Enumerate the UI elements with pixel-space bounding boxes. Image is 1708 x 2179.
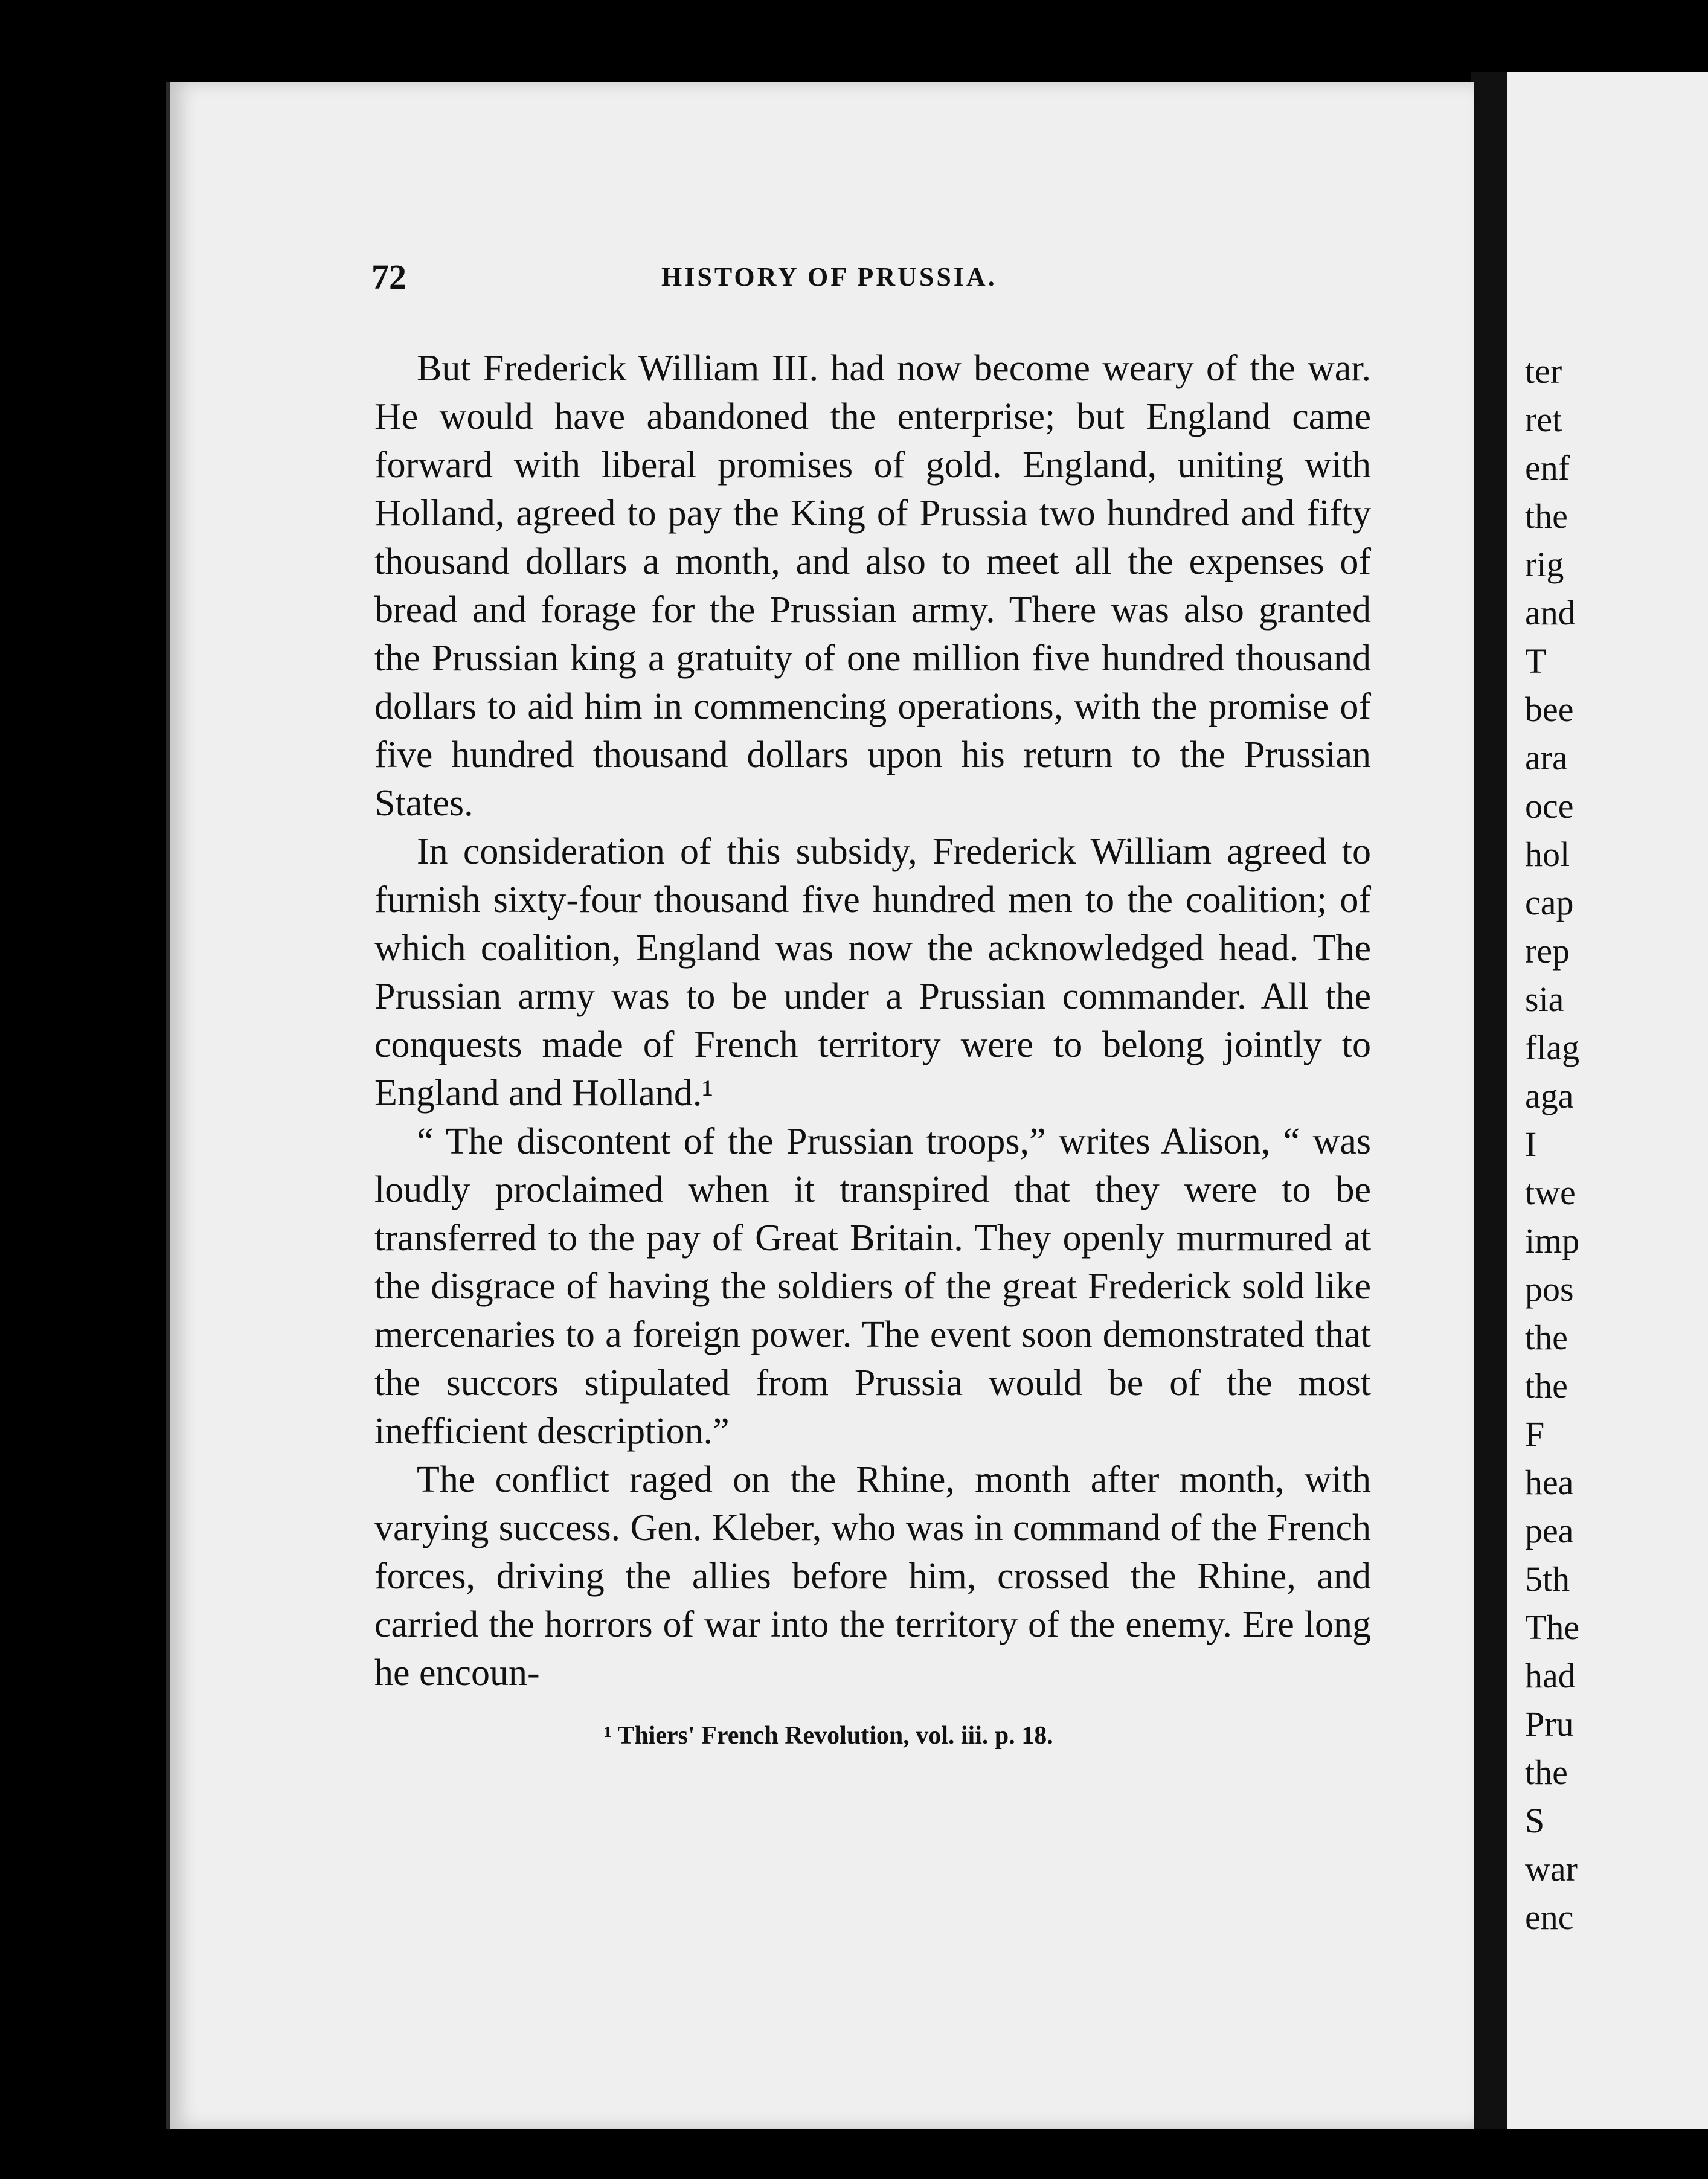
paragraph: In consideration of this subsidy, Frederick William agreed to furnish sixty-four thousand five hundred men to the coalition; of which coalition, England was now the acknowledged head. The Prussian army was to be under a Prussian commander. All the conquests made of French territory were to belong jointly to England and Holland.¹ <box>374 831 1371 1114</box>
book-gutter <box>1471 72 1507 2129</box>
page-header <box>371 257 1374 305</box>
body-text <box>374 344 1371 1697</box>
footnote: ¹ Thiers' French Revolution, vol. iii. p. 18. <box>604 1722 1053 1750</box>
paragraph: “ The discontent of the Prussian troops,” writes Alison, “ was loudly proclaimed when it transpired that they were to be transferred to the pay of Great Britain. They openly murmured at the disgrace of having the soldiers of the great Frederick sold like mercenaries to a foreign power. The event soon demonstrated that the succors stipulated from Prussia would be of the most inefficient description.” <box>374 1121 1371 1452</box>
paragraph: But Frederick William III. had now become weary of the war. He would have abandoned the enterprise; but England came forward with liberal promises of gold. England, uniting with Holland, agreed to pay the King of Prussia two hundred and fifty thousand dollars a month, and also to meet all the expenses of bread and forage for the Prussian army. There was also granted the Prussian king a gratuity of one million five hundred thousand dollars to aid him in commencing operations, with the promise of five hundred thousand dollars upon his return to the Prussian States. <box>374 348 1371 824</box>
page-number: 72 <box>371 257 406 297</box>
running-title: HISTORY OF PRUSSIA. <box>661 262 997 292</box>
right-page-edge <box>1507 72 1708 2129</box>
facing-page-fragments: ter ret enf the rig and T bee ara oce hol cap rep sia flag aga I twe imp pos the the F hea pea 5th The had Pru the S war enc <box>1525 351 1580 1937</box>
paragraph: The conflict raged on the Rhine, month after month, with varying success. Gen. Kleber, who was in command of the French forces, driving the allies before him, crossed the Rhine, and carried the horrors of war into the territory of the enemy. Ere long he encoun- <box>374 1459 1371 1693</box>
